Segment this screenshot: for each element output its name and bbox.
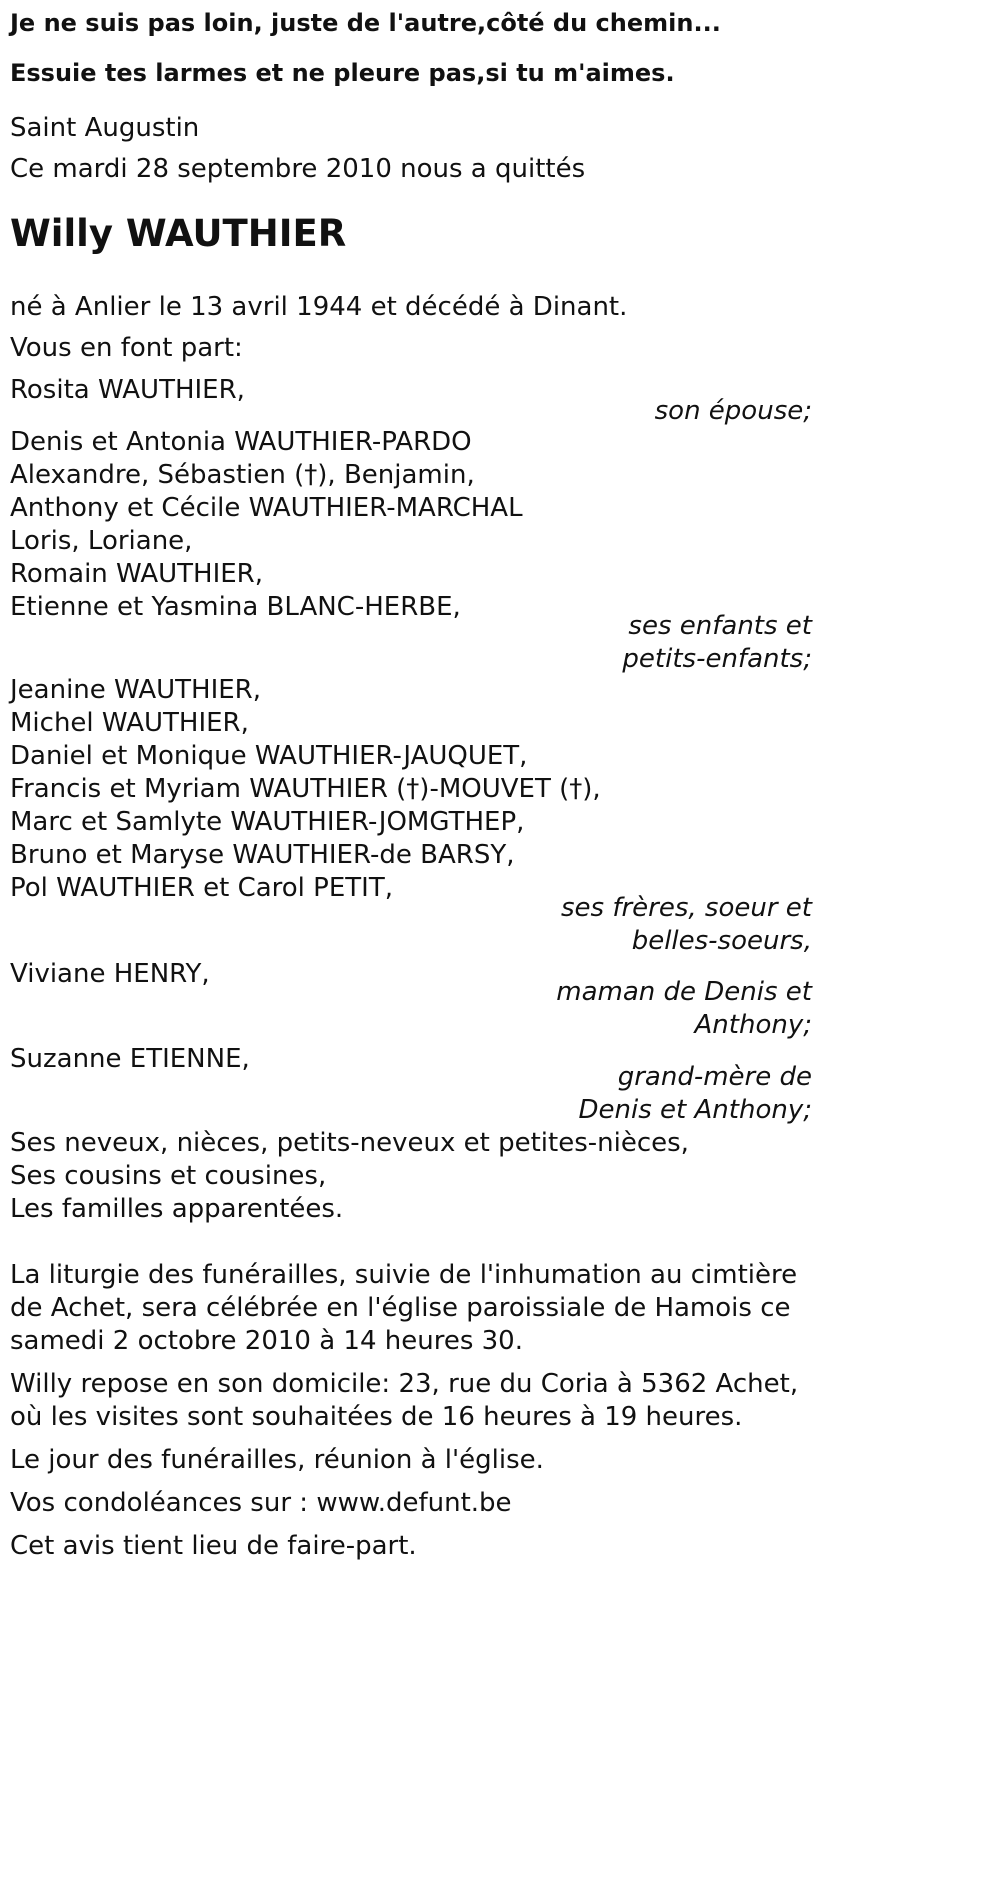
- quote-line-1: Je ne suis pas loin, juste de l'autre,côté du chemin...: [10, 9, 721, 37]
- family-name-line: Rosita WAUTHIER,: [10, 375, 245, 405]
- liturgy-paragraph: La liturgie des funérailles, suivie de l'inhumation au cimtière de Achet, sera célébrée en l'église paroissiale de Hamois ce samedi 2 octobre 2010 à 14 heures 30.: [10, 1260, 798, 1356]
- family-name-line: Viviane HENRY,: [10, 959, 210, 989]
- family-name-line: Ses neveux, nièces, petits-neveux et petites-nièces,: [10, 1128, 689, 1158]
- family-name-line: Pol WAUTHIER et Carol PETIT,: [10, 873, 393, 903]
- relation-label: ses frères, soeur et belles-soeurs,: [560, 893, 812, 956]
- quote-line-2: Essuie tes larmes et ne pleure pas,si tu m'aimes.: [10, 59, 675, 87]
- quote-author: Saint Augustin: [10, 113, 200, 143]
- death-date-line: Ce mardi 28 septembre 2010 nous a quittés: [10, 154, 586, 184]
- family-name-line: Loris, Loriane,: [10, 526, 193, 556]
- family-name-line: Bruno et Maryse WAUTHIER-de BARSY,: [10, 840, 515, 870]
- condolences-line: Vos condoléances sur : www.defunt.be: [10, 1488, 512, 1518]
- group-grandmother: [10, 1043, 1000, 1123]
- relation-label: son épouse;: [654, 396, 812, 426]
- group-siblings: [10, 674, 1000, 954]
- relation-label: maman de Denis et Anthony;: [556, 977, 812, 1040]
- funeral-details: [10, 1259, 830, 1563]
- family-name-line: Etienne et Yasmina BLANC-HERBE,: [10, 592, 461, 622]
- group-maman: [10, 958, 1000, 1038]
- family-name-line: Alexandre, Sébastien (†), Benjamin,: [10, 460, 475, 490]
- reunion-line: Le jour des funérailles, réunion à l'église.: [10, 1445, 544, 1475]
- group-spouse: [10, 370, 1000, 430]
- family-name-line: Anthony et Cécile WAUTHIER-MARCHAL: [10, 493, 523, 523]
- family-name-line: Jeanine WAUTHIER,: [10, 675, 261, 705]
- family-name-line: Francis et Myriam WAUTHIER (†)-MOUVET (†),: [10, 774, 601, 804]
- family-name-line: Les familles apparentées.: [10, 1194, 344, 1224]
- group-others: [10, 1127, 1000, 1226]
- family-name-line: Michel WAUTHIER,: [10, 708, 249, 738]
- deceased-name: Willy WAUTHIER: [10, 212, 347, 255]
- group-children: [10, 426, 1000, 686]
- relation-label: ses enfants et petits-enfants;: [622, 611, 812, 674]
- family-name-line: Ses cousins et cousines,: [10, 1161, 327, 1191]
- birth-line: né à Anlier le 13 avril 1944 et décédé à Dinant.: [10, 292, 628, 322]
- notice-line: Cet avis tient lieu de faire-part.: [10, 1531, 417, 1561]
- relation-label: grand-mère de Denis et Anthony;: [578, 1062, 812, 1125]
- family-name-line: Romain WAUTHIER,: [10, 559, 263, 589]
- family-name-line: Marc et Samlyte WAUTHIER-JOMGTHEP,: [10, 807, 525, 837]
- family-name-line: Denis et Antonia WAUTHIER-PARDO: [10, 427, 472, 457]
- family-name-line: Daniel et Monique WAUTHIER-JAUQUET,: [10, 741, 528, 771]
- repose-paragraph: Willy repose en son domicile: 23, rue du Coria à 5362 Achet, où les visites sont souhaitées de 16 heures à 19 heures.: [10, 1369, 799, 1432]
- announce-line: Vous en font part:: [10, 333, 243, 363]
- family-name-line: Suzanne ETIENNE,: [10, 1044, 250, 1074]
